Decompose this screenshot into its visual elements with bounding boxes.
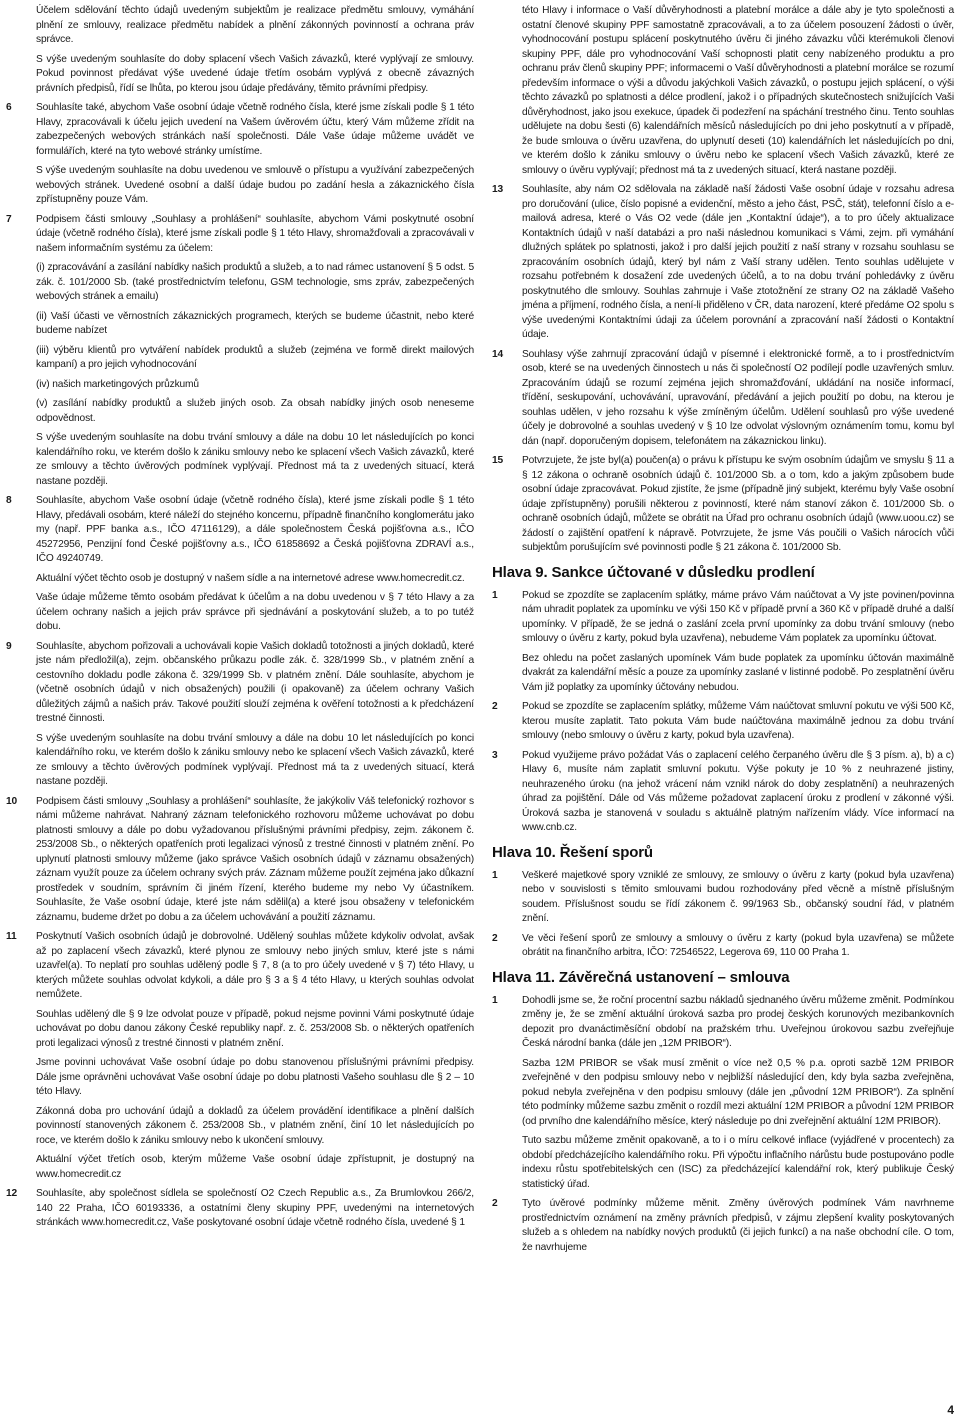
section-heading: Hlava 11. Závěrečná ustanovení – smlouva [492, 968, 790, 986]
clause-number: 11 [6, 931, 17, 942]
paragraph: Podpisem části smlouvy „Souhlasy a prohlášení“ souhlasíte, že jakýkoliv Váš telefonický rozhovor s námi můžeme nahrávat. Nahraný záznam telefonického rozhovoru můžeme uchovávat po dobu platnosti smlouvy a dále po dobu vyžadovanou příslušnými právními předpisy, zejm. zákonem č. 253/2008 Sb., o některých opatřeních proti legalizaci výnosů z trestné činnosti v platném znění. Po uplynutí platnosti smlouvy můžeme (jako správce Vašich osobních údajů v záznamu obsažených) záznam využít pouze za účelem ochrany svých práv. Záznam můžeme použít zejména jako důkazní prostředek v soudním, správním či jiném řízení, kterého budeme my nebo Vy účastníkem. Souhlasíte, že Vaše osobní údaje, které jste nám sdělil(a) a které jsou obsaženy v telefonickém záznamu, budeme držet po dobu a za účelem uchovávání a použití záznamu. [36, 795, 474, 923]
clause-number: 14 [492, 348, 504, 360]
clause-number: 2 [492, 1198, 498, 1209]
page-number: 4 [947, 1403, 954, 1417]
clause-body [522, 183, 954, 343]
clause-body [522, 700, 954, 744]
paragraph: Souhlasíte také, abychom Vaše osobní údaje včetně rodného čísla, které jsme získali podle § 1 této Hlavy, zpracovávali k účelu jejich uvedení na Vašem úvěrovém účtu, který Vám můžeme zřídit na zabezpečených webových stránkách naší společnosti. Dále Vaše údaje můžeme uvádět ve formulářích, které na tyto webové stránky umístíme. [36, 102, 474, 157]
clause-item [492, 589, 954, 696]
clause-number: 3 [492, 749, 498, 761]
paragraph: S výše uvedeným souhlasíte na dobu uvedenou ve smlouvě o přístupu a využívání zabezpečených webových stránek. Uvedené osobní a další údaje budou po zadání hesla a zákaznického čísla zpřístupněny pouze Vám. [36, 165, 474, 205]
paragraph: Souhlasíte, abychom Vaše osobní údaje (včetně rodného čísla), které jsme získali podle § 1 této Hlavy, předávali osobám, které náleží do stejného koncernu, případně finančního konglomerátu jako my (např. PPF banka a.s., IČO 47116129), a dále společnostem Česká pojišťovna a.s., IČO 45272956, Penzijní fond České pojišťovny a.s., IČO 61858692 a Česká pojišťovna ZDRAVÍ a.s., IČO 49240749. [36, 495, 474, 564]
clause-body [522, 749, 954, 836]
paragraph: Bez ohledu na počet zaslaných upomínek Vám bude poplatek za upomínku účtován maximálně dvakrát za kalendářní měsíc a pouze za upomínky zaslané v listinné podobě. Po zesplatnění úvěru Vám již poplatky za upomínky účtovány nebudou. [522, 652, 954, 693]
clause-item [6, 795, 474, 926]
clause-number: 1 [492, 589, 498, 601]
clause-item [6, 1187, 474, 1231]
section-items [492, 589, 954, 836]
clause-item [492, 1197, 954, 1255]
clause-body [36, 101, 474, 208]
paragraph: Jsme povinni uchovávat Vaše osobní údaje po dobu stanovenou příslušnými právními předpisy. Dále jsme oprávněni uchovávat Vaše osobní údaje po dobu platnosti Vašeho souhlasu dle § 2 – 10 této Hlavy. [36, 1057, 474, 1097]
clause-body [36, 213, 474, 490]
paragraph: (iii) výběru klientů pro vytváření nabídek produktů a služeb (zejména ve formě direkt mailových kampaní) a pro jejich vyhodnocování [36, 344, 474, 370]
left-items [6, 101, 474, 1231]
paragraph: Veškeré majetkové spory vzniklé ze smlouvy, ze smlouvy o úvěru z karty (pokud byla uzavřena) nebo v souvislosti s těmito smlouvami budou rozhodovány před věcně a místně příslušným soudem. Příslušnost soudu se řídí zákonem č. 99/1963 Sb., občanský soudní řád, v platném znění. [522, 869, 954, 924]
paragraph: této Hlavy i informace o Vaší důvěryhodnosti a platební morálce a dále aby je tyto společnosti a ostatní členové skupiny PPF samostatně zpracovávali, a to za účelem posouzení žádosti o úvěr, vyhodnocování postupu splácení poskytnutého úvěru či jiného závazku vůči kterémukoli členovi skupiny PPF, dále pro vyhodnocování Vaší schopnosti platit ceny nabízeného produktu a pro ochranu práv členů skupiny PPF; informacemi o Vaší důvěryhodnosti a platební morálce se rozumí především informace o výši a důvodu jakýchkoli Vašich závazků, o postupu jejich splácení, o výši těchto závazků po splatnosti a délce prodlení, jakož i o případných skutečnostech snižujících Vaši důvěryhodnost, jako jsou exekuce, úpadek či podezření na spáchání trestného činu. Tento souhlas udělujete na dobu šesti (6) kalendářních měsíců následujících po dni jeho poskytnutí a v případě, že bude smlouva o úvěru uzavřena, do uplynutí deseti (10) kalendářních let následujících po dni, ve kterém došlo k zániku smlouvy o úvěru nebo ke splacení všech Vašich závazků, které ze smlouvy o úvěru vyplývají; přednost má ta z uvedených situací, která nastane později. [522, 5, 954, 176]
clause-body [36, 795, 474, 926]
clause-item [492, 932, 954, 961]
paragraph: Tyto úvěrové podmínky můžeme měnit. Změny úvěrových podmínek Vám navrhneme prostřednictvím oznámení na změny právních předpisů, v zájmu zlepšení kvality poskytovaných služeb a s ohledem na nabídky nových produktů (či jejich funkcí) a na naše obchodní cíle. O tom, že navrhujeme [522, 1198, 954, 1253]
clause-number: 6 [6, 102, 12, 113]
paragraph: Pokud se zpozdíte se zaplacením splátky, můžeme Vám naúčtovat smluvní pokutu ve výši 500 Kč, kterou musíte zaplatit. Tato pokuta Vám bude naúčtována maximálně jednou za dobu trvání smlouvy (nebo smlouvy o úvěru z karty, pokud byla uzavřena). [522, 701, 954, 741]
clause-number: 13 [492, 184, 504, 195]
paragraph: Aktuální výčet třetích osob, kterým můžeme Vaše osobní údaje zpřístupnit, je dostupný na www.homecredit.cz [36, 1154, 474, 1180]
left-intro [36, 4, 474, 96]
paragraph: S výše uvedeným souhlasíte do doby splacení všech Vašich závazků, které vyplývají ze smlouvy. Pokud povinnost předávat výše uvedené údaje třetím osobám vyplývá z obecně závazných právních předpisů, řídí se lhůta, po kterou jsou údaje předávány, těmito právními předpisy. [36, 53, 474, 94]
clause-body [522, 932, 954, 961]
clause-number: 1 [492, 869, 498, 881]
paragraph: Vaše údaje můžeme těmto osobám předávat k účelům a na dobu uvedenou v § 7 této Hlavy a za účelem ochrany našich a jejich práv správce při sjednávání a poskytování služeb, a to po tutéž dobu. [36, 592, 474, 632]
paragraph: Souhlasy výše zahrnují zpracování údajů v písemné i elektronické formě, a to i prostřednictvím osob, které se na uvedených činnostech u nás či společností O2 podílejí podle uzavřených smluv. Zpracováním údajů se rozumí zejména jejich shromažďování, ukládání na nosiče informací, třídění, seskupování, uchovávání, upravování, předávání a jejich použití po dobu, na kterou je souhlas udělen, v jeho rozsahu k výše zmíněným účelům. Udělení souhlasů pro výše uvedené účely je dobrovolné a souhlas uvedený v § 10 lze odvolat výslovným oznámením tomu, komu byl dán (např. doporučeným dopisem, telefonátem na zákaznickou linku). [522, 348, 954, 447]
right-intro [522, 4, 954, 178]
section-items [492, 994, 954, 1256]
clause-body [522, 869, 954, 927]
clause-item [492, 749, 954, 836]
clause-body [522, 994, 954, 1193]
clause-number: 9 [6, 640, 12, 652]
paragraph: Sazba 12M PRIBOR se však musí změnit o více než 0,5 % p.a. oproti sazbě 12M PRIBOR zveřejněné v den podpisu smlouvy nebo v nejbližší následující den, kdy byla sazba zveřejněna, pokud nebyla zveřejněna v den podpisu smlouvy (dále jen „původní 12M PRIBOR“). Za splnění této podmínky můžeme sazbu změnit o rozdíl mezi aktuální 12M PRIBOR a původní 12M PRIBOR (od prvního dne kalendářního měsíce, který následuje po dni zveřejnění aktuální 12M PRIBOR). [522, 1057, 954, 1127]
clause-number: 2 [492, 932, 498, 944]
paragraph: Podpisem části smlouvy „Souhlasy a prohlášení“ souhlasíte, abychom Vámi poskytnuté osobní údaje (včetně rodného čísla), které jsme získali podle § 1 této Hlavy, shromažďovali a zpracovávali v našem informačním systému za účelem: [36, 213, 474, 254]
paragraph: Dohodli jsme se, že roční procentní sazbu nákladů sjednaného úvěru můžeme změnit. Podmínkou změny je, že se změní aktuální úroková sazba pro prodej českých korunových mezibankovních depozit pro dvanáctiměsíční období na pražském trhu. Uveřejnou úrokovou sazbu zveřejňuje Česká národní banka (dále jen „12M PRIBOR“). [522, 994, 954, 1049]
paragraph: Tuto sazbu můžeme změnit opakovaně, a to i o míru celkové inflace (vyjádřené v procentech) za období předcházejícího kalendářního roku. Při výpočtu inflačního nárůstu bude postupováno podle indexu růstu spotřebitelských cen (ISC) za předcházející kalendářní rok, který publikuje Český statistický úřad. [522, 1135, 954, 1190]
paragraph: Poskytnutí Vašich osobních údajů je dobrovolné. Udělený souhlas můžete kdykoliv odvolat, avšak až po zaplacení všech závazků, které plynou ze smlouvy nebo jiných smluv, které jste s námi uzavřel(a). To neplatí pro souhlas udělený podle § 7, 8 (a to pro účely uvedené v § 7) této Hlavy, u kterých můžete souhlas odvolat kdykoli, a dále pro § 3 a § 4 této Hlavy, u kterých souhlas odvolat nemůžete. [36, 931, 474, 1000]
clause-number: 10 [6, 795, 18, 807]
clause-body [522, 589, 954, 696]
paragraph: Zákonná doba pro uchování údajů a dokladů za účelem provádění identifikace a plnění dalších povinností stanovených zákonem č. 253/2008 Sb., v platném znění, činí 10 let následujících po roce, ve kterém došlo k zániku smlouvy nebo k ukončení smlouvy. [36, 1105, 474, 1146]
clause-item [492, 994, 954, 1193]
clause-item [492, 348, 954, 450]
clause-body [522, 1197, 954, 1255]
section-heading: Hlava 9. Sankce účtované v důsledku prodlení [492, 563, 815, 581]
clause-number: 15 [492, 455, 504, 466]
paragraph: Souhlasíte, abychom pořizovali a uchovávali kopie Vašich dokladů totožnosti a jiných dokladů, které jste nám předložil(a), zejm. občanského průkazu podle zák. č. 328/1999 Sb., v platném znění a cestovního dokladu podle zákona č. 329/1999 Sb. v platném znění. Dále souhlasíte, abychom je (včetně osobních údajů v nich obsažených) použili (i opakovaně) za účelem ochrany Vašich důležitých zájmů a našich práv. Takové použití slouží zejména k ověření totožnosti a k předcházení trestné činnosti. [36, 640, 474, 724]
paragraph: Souhlasíte, aby společnost sídlela se společností O2 Czech Republic a.s., Za Brumlovkou 266/2, 140 22 Praha, IČO 60193336, a ostatními členy skupiny PPF, uvedenými na internetových stránkách www.homecredit.cz, Vaše poskytované osobní údaje včetně rodného čísla, uvedené § 1 [36, 1188, 474, 1228]
clause-item [492, 700, 954, 744]
paragraph: S výše uvedeným souhlasíte na dobu trvání smlouvy a dále na dobu 10 let následujících po konci kalendářního roku, ve kterém došlo k zániku smlouvy nebo ke splacení všech Vašich závazků, které ze smlouvy a těchto úvěrových podmínek vyplývají. Přednost má ta z uvedených situací, která nastane později. [36, 732, 474, 787]
right-column [492, 4, 954, 1260]
clause-number: 8 [6, 495, 12, 506]
clause-item [492, 183, 954, 343]
paragraph: Potvrzujete, že jste byl(a) poučen(a) o právu k přístupu ke svým osobním údajům ve smyslu § 11 a § 12 zákona o ochraně osobních údajů č. 101/2000 Sb. a o tom, kdo a jakým způsobem bude osobní údaje zpracovávat. Pokud zjistíte, že jsme (případně jiný subjekt, kterému byly Vaše osobní údaje zpřístupněny) porušili některou z povinností, které nám stanoví zákon č. 101/2000 Sb. o ochraně osobních údajů, můžete se obrátit na Úřad pro ochranu osobních údajů (www.uoou.cz) se žádostí o zajištění opatření k nápravě. Potvrzujete, že jsme Vás poučili o Vašich nárocích vůči subjektům porušujícím své povinnosti podle § 21 zákona č. 101/2000 Sb. [522, 455, 954, 553]
clause-item [6, 930, 474, 1182]
clause-number: 2 [492, 701, 498, 712]
clause-item [6, 494, 474, 635]
clause-body [36, 640, 474, 790]
clause-body [36, 494, 474, 635]
clause-number: 1 [492, 994, 498, 1006]
paragraph: (v) zasílání nabídky produktů a služeb jiných osob. Za obsah nabídky jiných osob neneseme odpovědnost. [36, 398, 474, 424]
clause-body [36, 1187, 474, 1231]
paragraph: Pokud využijeme právo požádat Vás o zaplacení celého čerpaného úvěru dle § 3 písm. a), b) a c) Hlavy 6, musíte nám zaplatit smluvní pokutu. Výše pokuty je 10 % z neuhrazené jistiny, neuhrazeného úroku (na jehož vrácení nám vznikl nárok do doby zesplatnění) a neuhrazených úhrad za pojištění. Dále od Vás můžeme požadovat zaplacení úroku z prodlení v zákonné výši. Úroková sazba je stanovená v souladu s aktuálně platným nařízením vlády. Více informací na www.cnb.cz. [522, 749, 954, 833]
paragraph: (i) zpracovávání a zasílání nabídky našich produktů a služeb, a to nad rámec ustanovení § 5 odst. 5 zák. č. 101/2000 Sb. (také prostřednictvím telefonu, GSM technologie, sms zpráv, zabezpečených webových stránek a emailu) [36, 262, 474, 302]
right-sections [492, 564, 954, 1256]
paragraph: Ve věci řešení sporů ze smlouvy a smlouvy o úvěru z karty (pokud byla uzavřena) se můžete obrátit na finančního arbitra, IČO: 72546522, Legerova 69, 110 00 Praha 1. [522, 932, 954, 958]
paragraph: S výše uvedeným souhlasíte na dobu trvání smlouvy a dále na dobu 10 let následujících po konci kalendářního roku, ve kterém došlo k zániku smlouvy nebo ke splacení všech Vašich závazků, které ze smlouvy a těchto úvěrových podmínek vyplývají. Přednost má ta z uvedených situací, která nastane později. [36, 432, 474, 487]
clause-item [6, 101, 474, 208]
paragraph: (ii) Vaší účasti ve věrnostních zákaznických programech, kterých se budeme účastnit, nebo které budeme nabízet [36, 310, 474, 336]
clause-body [36, 930, 474, 1182]
paragraph: Účelem sdělování těchto údajů uvedeným subjektům je realizace předmětu smlouvy, vymáhání plnění ze smlouvy, realizace předmětu nabídek a plnění zákonných povinností a ochrana práv správce. [36, 5, 474, 45]
paragraph: Souhlasíte, aby nám O2 sdělovala na základě naší žádosti Vaše osobní údaje v rozsahu adresa pro doručování (ulice, číslo popisné a evidenční, město a jeho část, PSČ, stát), telefonní číslo a e-mailová adresa, které o Vás O2 vede (dále jen „Kontaktní údaje“), a to pro účely aktualizace Kontaktních údajů v naší databázi a pro naši následnou komunikaci s Vámi, zejm. při vymáhání dlužných splátek po splatnosti, jakož i pro další jejich použití z naší strany v rozsahu souhlasu se zpracováním osobních údajů, který byl nám z Vaší strany udělen. Tento souhlas udělujete v rozsahu potřebném k dosažení zde uvedených účelů, a to na dobu trvání pohledávky z úvěru poskytnutého dle smlouvy. Souhlas zahrnuje i Vaše ztotožnění ze strany O2 na základě Vašeho jména a příjmení, rodného čísla, a není-li přiděleno v ČR, data narození, které předáme O2 spolu s výše uvedenými Kontaktními údaji za účelem porovnání a zpracování naší žádosti o Kontaktní údaje. [522, 184, 954, 340]
section-items [492, 869, 954, 961]
clause-item [492, 454, 954, 556]
clause-number: 7 [6, 213, 12, 225]
paragraph: Pokud se zpozdíte se zaplacením splátky, máme právo Vám naúčtovat a Vy jste povinen/povinna nám uhradit poplatek za upomínku ve výši 150 Kč v případě první a 360 Kč v případě druhé a další upomínky. V případě, že se jedná o zaslání zcela první upomínky za dobu trvání smlouvy (nebo smlouvy o úvěru z karty, pokud byla uzavřena), nebudeme Vám poplatek za upomínku účtovat. [522, 589, 954, 644]
clause-body [522, 348, 954, 450]
clause-item [6, 640, 474, 790]
left-column [6, 4, 474, 1236]
paragraph: (iv) našich marketingových průzkumů [36, 378, 199, 390]
clause-item [6, 213, 474, 490]
clause-number: 12 [6, 1188, 18, 1199]
clause-body [522, 454, 954, 556]
clause-item [492, 869, 954, 927]
right-items [492, 183, 954, 556]
paragraph: Souhlas udělený dle § 9 lze odvolat pouze v případě, pokud nejsme povinni Vámi poskytnuté údaje uchovávat po dobu danou zákony České republiky např. z. č. 253/2008 Sb. o některých opatřeních proti legalizaci výnosů z trestné činnosti v platném znění. [36, 1008, 474, 1049]
paragraph: Aktuální výčet těchto osob je dostupný v našem sídle a na internetové adrese www.homecredit.cz. [36, 572, 465, 584]
section-heading: Hlava 10. Řešení sporů [492, 843, 653, 861]
